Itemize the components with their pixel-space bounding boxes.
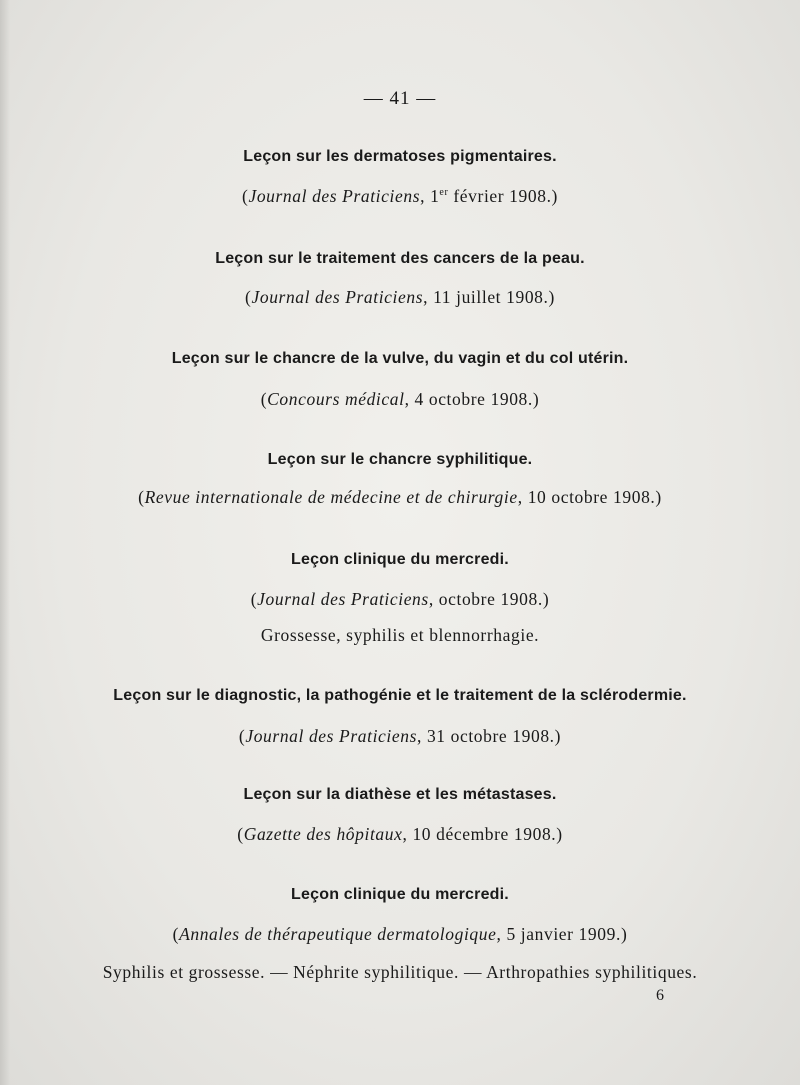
entry-subject: Syphilis et grossesse. — Néphrite syphilitique. — Arthropathies syphilitiques. <box>102 962 698 982</box>
entry-citation: (Journal des Praticiens, 11 juillet 1908.) <box>245 287 555 307</box>
date-ordinal: er <box>439 187 449 199</box>
journal-name: Concours médical <box>267 389 405 409</box>
page-number: — 41 — <box>363 88 437 109</box>
journal-name: Annales de thérapeutique dermatologique <box>179 924 497 944</box>
entry-title: Leçon sur la diathèse et les métastases. <box>243 786 557 803</box>
entry-title: Leçon sur le chancre de la vulve, du vagin et du col utérin. <box>171 350 629 367</box>
entry-citation: (Revue internationale de médecine et de chirurgie, 10 octobre 1908.) <box>138 487 662 507</box>
journal-name: Journal des Praticiens <box>245 726 417 746</box>
citation-separator: , <box>402 824 413 844</box>
citation-separator: , <box>517 487 528 507</box>
entry-citation: (Journal des Praticiens, octobre 1908.) <box>250 589 550 609</box>
entry-title: Leçon clinique du mercredi. <box>291 886 509 903</box>
entry-citation: (Concours médical, 4 octobre 1908.) <box>260 389 540 409</box>
entry-title: Leçon sur le traitement des cancers de la peau. <box>215 250 585 267</box>
journal-name: Journal des Praticiens <box>248 186 421 206</box>
citation-date: octobre 1908. <box>438 589 543 609</box>
entry-citation: (Journal des Praticiens, 1er février 1908.) <box>242 186 558 206</box>
citation-date: 31 octobre 1908. <box>426 726 555 746</box>
entry-subject: Grossesse, syphilis et blennorrhagie. <box>260 625 540 645</box>
citation-separator: , <box>423 287 434 307</box>
entry-citation: (Journal des Praticiens, 31 octobre 1908.) <box>238 726 562 746</box>
citation-date: 4 octobre 1908. <box>414 389 533 409</box>
citation-date: 10 octobre 1908. <box>527 487 656 507</box>
citation-separator: , <box>496 924 507 944</box>
citation-separator: , <box>420 186 431 206</box>
entry-title: Leçon clinique du mercredi. <box>291 551 509 568</box>
entry-citation: (Annales de thérapeutique dermatologique, 5 janvier 1909.) <box>172 924 628 944</box>
journal-name: Gazette des hôpitaux <box>243 824 403 844</box>
journal-name: Revue internationale de médecine et de chirurgie <box>144 487 518 507</box>
date-day: 1 <box>430 186 440 206</box>
entry-title: Leçon sur le chancre syphilitique. <box>267 451 533 468</box>
citation-date: 11 juillet 1908. <box>433 287 549 307</box>
citation-date: 5 janvier 1909. <box>506 924 621 944</box>
citation-separator: , <box>404 389 415 409</box>
citation-date: 10 décembre 1908. <box>412 824 557 844</box>
journal-name: Journal des Praticiens <box>251 287 424 307</box>
citation-separator: , <box>417 726 427 746</box>
citation-date <box>430 186 551 206</box>
entry-citation: (Gazette des hôpitaux, 10 décembre 1908.) <box>237 824 563 844</box>
entry-title: Leçon sur le diagnostic, la pathogénie et le traitement de la sclérodermie. <box>113 687 687 704</box>
signature-mark: 6 <box>656 987 664 1004</box>
entry-title: Leçon sur les dermatoses pigmentaires. <box>243 148 557 165</box>
journal-name: Journal des Praticiens <box>257 589 429 609</box>
date-rest: février 1908. <box>448 186 552 206</box>
citation-separator: , <box>428 589 439 609</box>
